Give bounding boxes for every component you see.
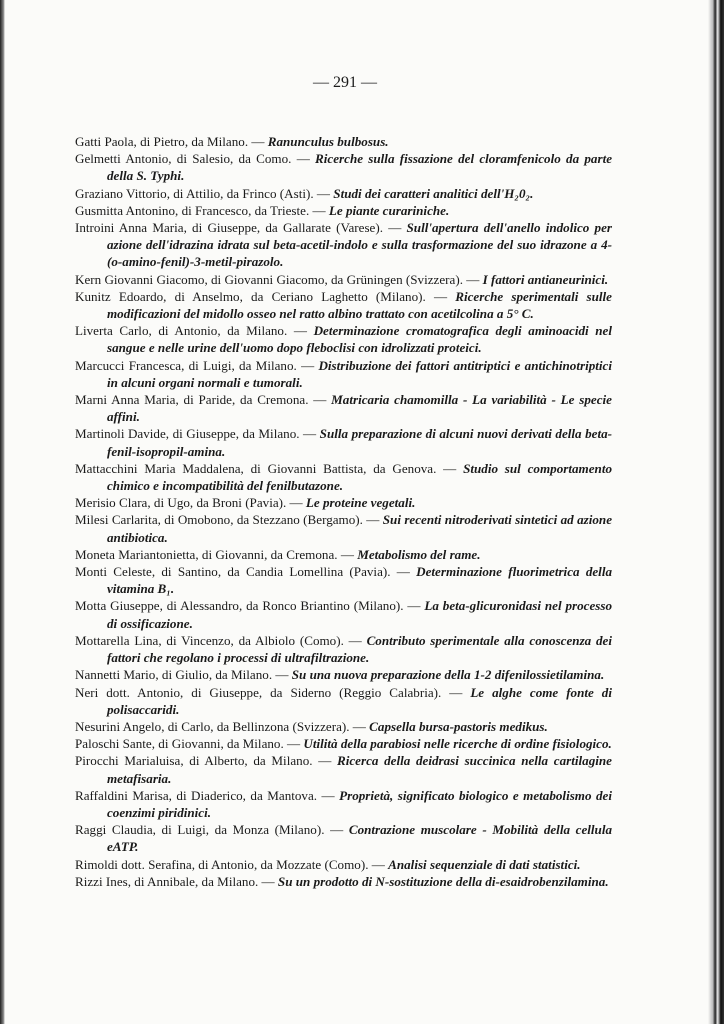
entry-separator: —: [258, 873, 278, 889]
page-edge-left: [0, 0, 5, 1024]
entry-title: Analisi sequenziale di dati statistici.: [388, 856, 581, 872]
entry-title: Proprietà, significato biologico e metabolismo dei coenzimi piridinici.: [107, 787, 612, 820]
list-item: [75, 632, 612, 666]
entry-separator: —: [291, 151, 316, 167]
entry-author: Neri dott. Antonio, di Giuseppe, da Siderno (Reggio Calabria).: [75, 684, 442, 700]
entry-title: La beta-glicuronidasi nel processo di ossificazione.: [107, 598, 612, 631]
entry-author: Introini Anna Maria, di Giuseppe, da Gallarate (Varese).: [75, 220, 384, 236]
entry-separator: —: [362, 512, 383, 528]
entry-author: Rimoldi dott. Serafina, di Antonio, da Mozzate (Como).: [75, 856, 369, 872]
list-item: [75, 666, 612, 683]
entry-separator: —: [312, 753, 337, 769]
entry-author: Graziano Vittorio, di Attilio, da Frinco (Asti).: [75, 185, 314, 201]
entry-author: Gatti Paola, di Pietro, da Milano.: [75, 134, 249, 149]
entry-author: Gusmitta Antonino, di Francesco, da Trieste.: [75, 202, 310, 218]
entry-title: Ricerche sulla fissazione del cloramfenicolo da parte della S. Typhi.: [107, 151, 613, 184]
list-item: [75, 735, 612, 752]
entry-separator: —: [299, 426, 320, 442]
entry-separator: —: [368, 856, 389, 872]
entry-title: Le piante curariniche.: [328, 202, 450, 218]
entry-title: Determinazione cromatografica degli aminoacidi nel sangue e nelle urine dell'uomo dopo fleboclisi con idrolizzati proteici.: [107, 323, 612, 356]
entry-title: Distribuzione dei fattori antitriptici e antichinotriptici in alcuni organi normali e tumorali.: [107, 357, 612, 390]
entry-separator: —: [296, 357, 319, 373]
entry-author: Mattacchini Maria Maddalena, di Giovanni Battista, da Genova.: [75, 460, 437, 476]
entry-separator: —: [349, 718, 370, 734]
entry-separator: —: [283, 736, 304, 752]
list-item: [75, 425, 612, 459]
entry-author: Nesurini Angelo, di Carlo, da Bellinzona (Svizzera).: [75, 718, 350, 734]
entry-title: Sull'apertura dell'anello indolico per azione dell'idrazina idrata sul beta-acetil-indolo e sulla trasformazione del suo idrazone a 4-(o-amino-fenil)-3-metil-pirazolo.: [107, 220, 613, 270]
entry-title: Determinazione fluorimetrica della vitamina B₁.: [107, 564, 612, 597]
entry-author: Kern Giovanni Giacomo, di Giovanni Giacomo, da Grüningen (Svizzera).: [75, 271, 463, 287]
entry-separator: —: [462, 271, 483, 287]
entry-title: Sulla preparazione di alcuni nuovi derivati della beta-fenil-isopropil-amina.: [107, 426, 613, 459]
entry-separator: —: [309, 202, 329, 218]
list-item: [75, 460, 612, 494]
list-item: [75, 185, 612, 202]
entry-title: Contrazione muscolare - Mobilità della cellula eATP.: [107, 822, 613, 855]
list-item: [75, 271, 612, 288]
entry-author: Pirocchi Marialuisa, di Alberto, da Milano.: [75, 753, 313, 769]
entry-title: Ricerche sperimentali sulle modificazioni del midollo osseo nel ratto albino trattato con acetilcolina a 5° C.: [107, 288, 612, 322]
entry-author: Kunitz Edoardo, di Anselmo, da Ceriano Laghetto (Milano).: [75, 288, 426, 304]
entry-author: Raggi Claudia, di Luigi, da Monza (Milano).: [75, 822, 325, 838]
entry-separator: —: [337, 546, 358, 562]
list-item: [75, 357, 612, 391]
entry-separator: —: [317, 787, 340, 803]
entry-title: Su una nuova preparazione della 1-2 difenilossietilamina.: [291, 667, 605, 683]
entry-author: Marni Anna Maria, di Paride, da Cremona.: [75, 392, 309, 408]
entry-separator: —: [343, 632, 367, 648]
entry-author: Mottarella Lina, di Vincenzo, da Albiolo (Como).: [75, 632, 344, 648]
entry-author: Gelmetti Antonio, di Salesio, da Como.: [75, 151, 292, 167]
entry-author: Milesi Carlarita, di Omobono, da Stezzano (Bergamo).: [75, 512, 363, 528]
entry-author: Raffaldini Marisa, di Diaderico, da Mantova.: [75, 787, 318, 803]
list-item: [75, 856, 612, 873]
list-item: [75, 391, 612, 425]
entry-title: I fattori antianeurinici.: [482, 271, 609, 287]
list-item: [75, 150, 612, 184]
entry-separator: —: [287, 323, 314, 339]
entry-author: Motta Giuseppe, di Alessandro, da Ronco Briantino (Milano).: [75, 598, 404, 614]
entry-separator: —: [324, 822, 349, 838]
list-item: [75, 597, 612, 631]
entry-title: Sui recenti nitroderivati sintetici ad azione antibiotica.: [107, 512, 613, 545]
entry-title: Su un prodotto di N-sostituzione della di-esaidrobenzilamina.: [277, 873, 609, 889]
entry-title: Utilità della parabiosi nelle ricerche di ordine fisiologico.: [303, 736, 612, 752]
entry-title: Studio sul comportamento chimico e incompatibilità del fenilbutazone.: [107, 460, 613, 494]
entry-title: Matricaria chamomilla - La variabilità - Le specie affini.: [107, 392, 612, 425]
list-item: [75, 511, 612, 545]
list-item: [75, 546, 612, 563]
list-item: [75, 821, 612, 855]
list-item: [75, 752, 612, 786]
entry-title: Studi dei caratteri analitici dell'H₂0₂.: [333, 185, 534, 201]
page-binding-edge: [708, 0, 724, 1024]
entry-author: Moneta Mariantonietta, di Giovanni, da Cremona.: [75, 546, 338, 562]
entry-separator: —: [436, 460, 464, 476]
entry-author: Nannetti Mario, di Giulio, da Milano.: [75, 667, 273, 683]
list-item: [75, 494, 612, 511]
entry-author: Martinoli Davide, di Giuseppe, da Milano.: [75, 426, 300, 442]
entry-title: Ricerca della deidrasi succinica nella cartilagine metafisaria.: [107, 753, 612, 786]
list-item: [75, 684, 612, 718]
entry-author: Liverta Carlo, di Antonio, da Milano.: [75, 323, 288, 339]
entry-title: Ranunculus bulbosus.: [267, 134, 389, 149]
list-item: [75, 873, 612, 890]
entry-author: Monti Celeste, di Santino, da Candia Lomellina (Pavia).: [75, 564, 391, 580]
list-item: [75, 787, 612, 821]
entry-separator: —: [286, 495, 306, 511]
list-item: [75, 133, 612, 150]
entry-author: Marcucci Francesca, di Luigi, da Milano.: [75, 357, 297, 373]
entry-author: Merisio Clara, di Ugo, da Broni (Pavia).: [75, 495, 287, 511]
entry-separator: —: [383, 220, 407, 236]
entry-separator: —: [425, 288, 456, 304]
entry-separator: —: [403, 598, 425, 614]
entry-separator: —: [308, 392, 332, 408]
entry-author: Rizzi Ines, di Annibale, da Milano.: [75, 873, 259, 889]
entry-title: Le alghe come fonte di polisaccaridi.: [107, 684, 612, 717]
list-item: [75, 322, 612, 356]
entry-title: Contributo sperimentale alla conoscenza dei fattori che regolano i processi di ultrafiltrazione.: [107, 632, 613, 666]
thesis-list: [75, 133, 612, 890]
entry-separator: —: [248, 134, 268, 149]
entry-separator: —: [313, 185, 334, 201]
entry-title: Metabolismo del rame.: [357, 546, 481, 562]
entry-title: Capsella bursa-pastoris medikus.: [369, 718, 548, 734]
entry-author: Paloschi Sante, di Giovanni, da Milano.: [75, 736, 284, 752]
entry-separator: —: [272, 667, 292, 683]
list-item: [75, 718, 612, 735]
list-item: [75, 219, 612, 271]
list-item: [75, 563, 612, 597]
entry-separator: —: [441, 684, 471, 700]
page-number: — 291 —: [313, 74, 377, 91]
entry-separator: —: [390, 564, 417, 580]
list-item: [75, 202, 612, 219]
entry-title: Le proteine vegetali.: [305, 495, 416, 511]
list-item: [75, 288, 612, 322]
